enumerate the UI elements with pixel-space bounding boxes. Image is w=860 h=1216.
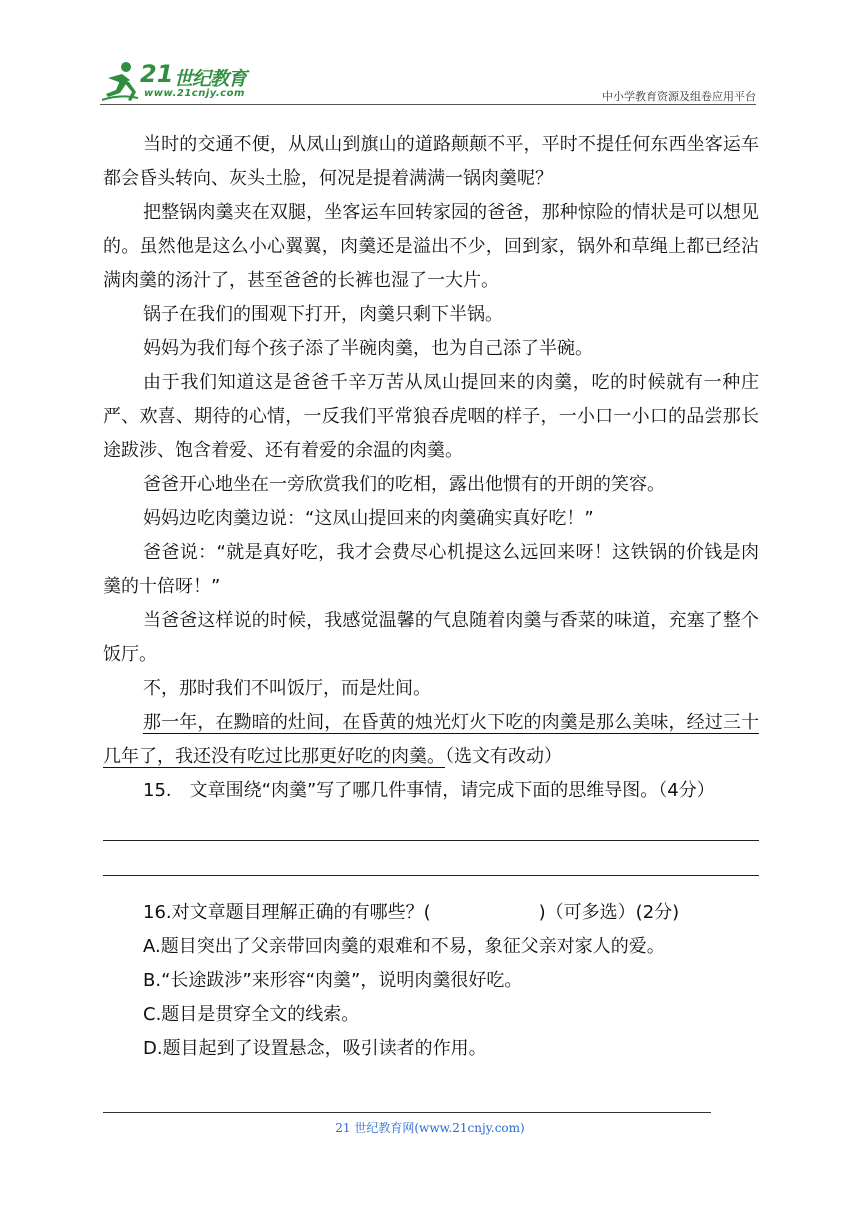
runner-logo-icon xyxy=(100,60,140,104)
question-16: 16.对文章题目理解正确的有哪些？( )（可多选）(2分) xyxy=(143,902,680,923)
paragraph-10: 不，那时我们不叫饭厅，而是灶间。 xyxy=(143,678,431,699)
paragraph-7: 妈妈边吃肉羹边说：“这凤山提回来的肉羹确实真好吃！” xyxy=(143,508,594,529)
paragraph-9: 当爸爸这样说的时候，我感觉温馨的气息随着肉羹与香菜的味道，充塞了整个饭厅。 xyxy=(103,610,759,665)
paragraph-2: 把整锅肉羹夹在双腿，坐客运车回转家园的爸爸，那种惊险的情状是可以想见的。虽然他是这么小心翼翼，肉羹还是溢出不少，回到家，锅外和草绳上都已经沾满肉羹的汤汁了，甚至爸爸的长裤也湿了一大片。 xyxy=(103,202,759,291)
paragraph-1: 当时的交通不便，从凤山到旗山的道路颠颠不平，平时不提任何东西坐客运车都会昏头转向、灰头土脸，何况是提着满满一锅肉羹呢？ xyxy=(103,134,759,189)
paragraph-11 xyxy=(103,706,759,774)
option-d: D.题目起到了设置悬念，吸引读者的作用。 xyxy=(143,1038,487,1059)
logo-number: 21 xyxy=(140,60,174,88)
article-content xyxy=(103,128,759,1066)
option-c: C.题目是贯穿全文的线索。 xyxy=(143,1004,360,1025)
option-b: B.“长途跋涉”来形容“肉羹”，说明肉羹很好吃。 xyxy=(143,970,523,991)
question-15: 15. 文章围绕“肉羹”写了哪几件事情，请完成下面的思维导图。（4分） xyxy=(143,780,715,801)
logo-name: 世纪教育 xyxy=(174,68,247,90)
source-note: （选文有改动） xyxy=(445,746,562,767)
paragraph-3: 锅子在我们的围观下打开，肉羹只剩下半锅。 xyxy=(143,304,503,325)
footer-text: 21 世纪教育网(www.21cnjy.com) xyxy=(335,1121,525,1135)
paragraph-6: 爸爸开心地坐在一旁欣赏我们的吃相，露出他惯有的开朗的笑容。 xyxy=(143,474,665,495)
paragraph-5: 由于我们知道这是爸爸千辛万苦从凤山提回来的肉羹，吃的时候就有一种庄严、欢喜、期待的心情，一反我们平常狼吞虎咽的样子，一小口一小口的品尝那长途跋涉、饱含着爱、还有着爱的余温的肉羹。 xyxy=(103,372,759,461)
option-a: A.题目突出了父亲带回肉羹的艰难和不易，象征父亲对家人的爱。 xyxy=(143,936,665,957)
paragraph-8: 爸爸说：“就是真好吃，我才会费尽心机提这么远回来呀！这铁锅的价钱是肉羹的十倍呀！” xyxy=(103,542,759,597)
answer-line-1[interactable] xyxy=(103,840,759,841)
page-header xyxy=(100,56,756,106)
underlined-sentence: 那一年，在黝暗的灶间，在昏黄的烛光灯火下吃的肉羹是那么美味，经过三十几年了，我还没有吃过比那更好吃的肉羹。 xyxy=(103,712,759,767)
logo-url: www.21cnjy.com xyxy=(144,88,245,99)
answer-line-2[interactable] xyxy=(103,875,759,876)
footer-divider xyxy=(103,1112,711,1113)
header-divider xyxy=(100,104,756,105)
logo xyxy=(100,60,270,104)
paragraph-4: 妈妈为我们每个孩子添了半碗肉羹，也为自己添了半碗。 xyxy=(143,338,593,359)
platform-name: 中小学教育资源及组卷应用平台 xyxy=(602,90,756,103)
